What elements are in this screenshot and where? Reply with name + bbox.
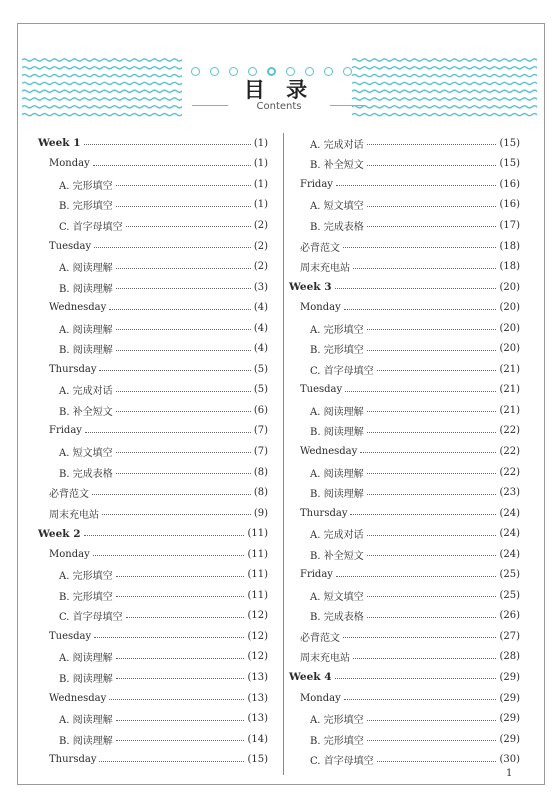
wave-line [352,98,537,100]
toc-entry [38,195,268,216]
toc-entry-page: (4) [253,343,268,355]
toc-entry-page: (20) [499,281,520,293]
toc-entry-page: (7) [253,425,268,437]
toc-entry-label: Monday [300,302,341,314]
toc-entry-label: Tuesday [300,384,343,396]
toc-entry-label: C. 首字母填空 [310,365,374,377]
toc-entry-label: B. 阅读理解 [310,427,364,439]
toc-entry [289,174,520,195]
dot-leader [116,391,251,392]
page-number: 1 [506,768,513,779]
toc-entry-label: B. 完形填空 [59,591,113,603]
toc-entry-label: Week 1 [38,137,81,150]
toc-entry-page: (4) [253,302,268,314]
toc-entry [289,359,520,380]
toc-entry-page: (1) [253,158,268,170]
dot-leader [367,617,497,618]
toc-week-entry [289,667,520,688]
toc-entry [38,318,268,339]
toc-entry [289,318,520,339]
toc-entry [38,338,268,359]
dot-leader [109,309,251,310]
toc-entry-label: A. 阅读理解 [59,653,113,665]
dot-leader [126,226,251,227]
wave-line [352,82,537,84]
toc-entry-label: A. 完形填空 [310,715,364,727]
toc-entry-page: (25) [499,589,520,601]
dot-leader [116,473,251,474]
dot-leader [116,596,245,597]
toc-week-entry [289,277,520,298]
toc-entry-label: 周末充电站 [300,653,350,665]
dot-leader [367,473,497,474]
dot-leader [344,309,497,310]
toc-entry [38,462,268,483]
toc-entry [38,174,268,195]
toc-entry-label: Wednesday [49,692,107,704]
wave-line [352,106,537,108]
dot-leader [353,658,496,659]
toc-entry-label: A. 短文填空 [310,201,364,213]
toc-entry [289,503,520,524]
toc-week-entry [38,133,268,154]
toc-entry [289,462,520,483]
wave-line [352,67,537,69]
dot-leader [335,678,497,679]
toc-entry-page: (2) [253,261,268,273]
dot-leader [109,699,244,700]
toc-entry-page: (23) [499,487,520,499]
toc-entry-label: Monday [49,158,90,170]
dot-leader [116,206,251,207]
toc-entry-page: (20) [499,302,520,314]
toc-entry-label: B. 完形填空 [310,735,364,747]
dot-leader [367,432,497,433]
toc-entry-label: A. 阅读理解 [59,263,113,275]
toc-entry [289,544,520,565]
toc-entry [38,236,268,257]
toc-entry [38,606,268,627]
toc-entry-page: (4) [253,322,268,334]
toc-entry-label: A. 完成对话 [310,139,364,151]
toc-entry [38,749,268,770]
toc-entry [38,585,268,606]
toc-entry-label: Tuesday [49,240,92,252]
toc-week-entry [38,523,268,544]
toc-entry [38,729,268,750]
toc-entry-label: 周末充电站 [300,263,350,275]
dot-leader [336,185,497,186]
dot-leader [102,514,251,515]
toc-entry-label: A. 阅读理解 [59,715,113,727]
dot-leader [116,288,251,289]
toc-entry [289,256,520,277]
toc-entry-page: (21) [499,363,520,375]
dot-leader [367,740,497,741]
dot-leader [367,535,497,536]
toc-entry-page: (30) [499,754,520,766]
toc-entry-page: (22) [499,466,520,478]
toc-entry-label: B. 阅读理解 [59,735,113,747]
toc-entry [289,729,520,750]
toc-entry-page: (17) [499,219,520,231]
dot-leader [116,720,245,721]
toc-entry-page: (5) [253,363,268,375]
toc-entry [38,400,268,421]
toc-entry-page: (28) [499,651,520,663]
toc-entry-page: (1) [253,178,268,190]
toc-entry-page: (13) [247,692,268,704]
toc-entry [289,523,520,544]
wave-line [22,114,182,116]
toc-entry [289,154,520,175]
dot-leader [367,720,497,721]
toc-entry [289,482,520,503]
dot-leader [335,288,497,289]
toc-entry-page: (8) [253,487,268,499]
toc-entry-page: (12) [247,651,268,663]
toc-entry-page: (29) [499,692,520,704]
toc-entry [38,667,268,688]
toc-entry-label: Friday [300,178,333,190]
toc-entry-label: Friday [300,569,333,581]
toc-entry-page: (12) [247,610,268,622]
toc-entry [289,133,520,154]
toc-entry [289,215,520,236]
wave-line [22,90,182,92]
toc-entry-page: (11) [247,589,268,601]
toc-entry-label: 必背范文 [49,489,89,501]
toc-entry-page: (6) [253,404,268,416]
toc-entry [38,482,268,503]
toc-entry-label: A. 完形填空 [59,180,113,192]
toc-entry [289,708,520,729]
toc-entry-label: B. 补全短文 [59,406,113,418]
wave-line [22,106,182,108]
dot-leader [116,678,245,679]
toc-entry-label: Thursday [300,507,348,519]
toc-entry-label: A. 完形填空 [310,324,364,336]
dot-leader [93,165,251,166]
toc-entry-label: Week 2 [38,527,81,540]
toc-entry-label: 必背范文 [300,632,340,644]
dot-leader [353,268,496,269]
toc-entry-label: B. 补全短文 [310,550,364,562]
toc-entry [38,215,268,236]
toc-entry-label: Monday [300,692,341,704]
toc-entry-label: A. 短文填空 [59,447,113,459]
toc-entry [38,688,268,709]
toc-entry-page: (5) [253,384,268,396]
dot-leader [116,268,251,269]
toc-entry [38,708,268,729]
toc-entry [289,585,520,606]
toc-entry-page: (11) [247,528,268,540]
toc-entry-label: A. 完成对话 [59,386,113,398]
dot-leader [367,350,497,351]
toc-entry-page: (29) [499,713,520,725]
toc-entry-page: (16) [499,199,520,211]
dot-leader [367,596,497,597]
toc-entry-label: B. 完成表格 [310,221,364,233]
toc-entry [289,564,520,585]
toc-entry-page: (2) [253,219,268,231]
toc-entry-page: (13) [247,713,268,725]
wave-line [22,67,182,69]
toc-entry-label: Thursday [49,754,97,766]
toc-entry [289,749,520,770]
toc-entry-page: (24) [499,528,520,540]
dot-leader [345,391,496,392]
column-divider [283,133,284,775]
toc-entry [289,441,520,462]
wave-pattern-left [22,56,182,122]
toc-entry [38,503,268,524]
dot-leader [116,185,251,186]
toc-entry-label: B. 阅读理解 [59,673,113,685]
toc-entry-page: (24) [499,507,520,519]
toc-entry-page: (27) [499,630,520,642]
dot-leader [377,761,497,762]
toc-entry-page: (11) [247,548,268,560]
dot-leader [92,494,251,495]
toc-entry-page: (21) [499,384,520,396]
toc-entry-label: Monday [49,548,90,560]
dot-leader [116,576,245,577]
toc-entry [38,421,268,442]
toc-entry-label: B. 阅读理解 [59,283,113,295]
toc-entry [38,256,268,277]
toc-entry [289,195,520,216]
dot-leader [344,699,497,700]
toc-entry-label: B. 阅读理解 [59,345,113,357]
toc-entry-page: (26) [499,610,520,622]
toc-entry-label: A. 阅读理解 [59,324,113,336]
toc-entry-page: (7) [253,445,268,457]
toc-entry [38,297,268,318]
toc-entry-page: (1) [253,199,268,211]
toc-entry [289,400,520,421]
toc-entry [289,380,520,401]
dot-leader [367,329,497,330]
toc-entry-label: A. 短文填空 [310,591,364,603]
dot-leader [367,555,497,556]
wave-line [352,59,537,61]
dot-leader [377,370,497,371]
toc-entry-page: (21) [499,404,520,416]
toc-entry-label: 必背范文 [300,242,340,254]
dot-leader [367,144,497,145]
dot-leader [367,411,497,412]
toc-right-column [289,133,520,770]
toc-entry-label: C. 首字母填空 [59,612,123,624]
toc-entry [38,380,268,401]
toc-entry [38,277,268,298]
dot-leader [336,576,497,577]
toc-entry-page: (14) [247,733,268,745]
subtitle-rule-right [330,105,366,106]
dot-leader [116,329,251,330]
toc-entry [289,338,520,359]
toc-entry-page: (25) [499,569,520,581]
toc-entry-page: (3) [253,281,268,293]
toc-entry-label: B. 完成表格 [310,612,364,624]
toc-entry [289,297,520,318]
toc-entry-page: (22) [499,425,520,437]
toc-entry-label: A. 完成对话 [310,530,364,542]
toc-entry-label: A. 阅读理解 [310,406,364,418]
toc-entry-label: B. 完成表格 [59,468,113,480]
toc-entry-label: Tuesday [49,630,92,642]
toc-entry-label: B. 完形填空 [59,201,113,213]
toc-entry-page: (15) [499,158,520,170]
dot-leader [360,452,496,453]
wave-line [352,90,537,92]
toc-entry-page: (18) [499,261,520,273]
dot-leader [99,370,250,371]
wave-line [352,114,537,116]
toc-entry-page: (12) [247,630,268,642]
toc-entry-page: (2) [253,240,268,252]
dot-leader [94,637,244,638]
toc-entry-label: B. 阅读理解 [310,489,364,501]
toc-entry [38,647,268,668]
toc-entry-page: (29) [499,671,520,683]
toc-entry-label: A. 完形填空 [59,571,113,583]
toc-entry [38,359,268,380]
toc-entry [289,421,520,442]
toc-entry [289,626,520,647]
toc-entry-page: (13) [247,671,268,683]
dot-leader [343,637,496,638]
toc-entry-label: Thursday [49,363,97,375]
toc-entry [289,236,520,257]
toc-entry-page: (15) [247,754,268,766]
toc-entry-label: B. 完形填空 [310,345,364,357]
dot-leader [350,514,496,515]
dot-leader [93,555,245,556]
dot-leader [343,247,496,248]
toc-entry [38,564,268,585]
toc-entry-page: (29) [499,733,520,745]
dot-leader [94,247,251,248]
wave-line [352,75,537,77]
toc-entry-label: A. 阅读理解 [310,468,364,480]
dot-leader [116,452,251,453]
toc-entry-page: (1) [253,137,268,149]
dot-leader [84,144,251,145]
dot-leader [85,432,251,433]
dot-leader [84,535,245,536]
dot-leader [367,226,497,227]
toc-entry [289,606,520,627]
page-subtitle: Contents [256,101,302,112]
page-title: 目 录 [243,78,315,102]
wave-pattern-right [352,56,537,122]
dot-leader [116,658,245,659]
toc-entry-page: (8) [253,466,268,478]
toc-entry [38,626,268,647]
toc-entry [38,441,268,462]
toc-entry [289,647,520,668]
toc-entry [289,688,520,709]
dot-leader [116,411,251,412]
dot-leader [367,165,497,166]
toc-entry-page: (9) [253,507,268,519]
toc-entry-label: Friday [49,425,82,437]
toc-left-column [38,133,268,770]
dot-leader [116,740,245,741]
toc-entry-page: (11) [247,569,268,581]
toc-entry-page: (18) [499,240,520,252]
toc-entry-page: (15) [499,137,520,149]
dot-leader [116,350,251,351]
toc-entry-label: Week 4 [289,671,332,684]
toc-entry-page: (16) [499,178,520,190]
toc-entry-label: C. 首字母填空 [59,221,123,233]
toc-entry-label: Week 3 [289,281,332,294]
toc-entry-label: Wednesday [49,302,107,314]
wave-line [22,98,182,100]
wave-line [22,82,182,84]
toc-entry [38,544,268,565]
toc-entry-label: B. 补全短文 [310,160,364,172]
toc-entry-page: (24) [499,548,520,560]
dot-leader [99,761,244,762]
toc-entry-label: 周末充电站 [49,509,99,521]
toc-entry [38,154,268,175]
dot-leader [367,206,497,207]
wave-line [22,59,182,61]
dot-leader [126,617,245,618]
toc-entry-page: (20) [499,343,520,355]
wave-line [22,75,182,77]
toc-entry-label: C. 首字母填空 [310,756,374,768]
toc-entry-page: (22) [499,445,520,457]
toc-entry-page: (20) [499,322,520,334]
toc-entry-label: Wednesday [300,445,358,457]
dot-leader [367,494,497,495]
